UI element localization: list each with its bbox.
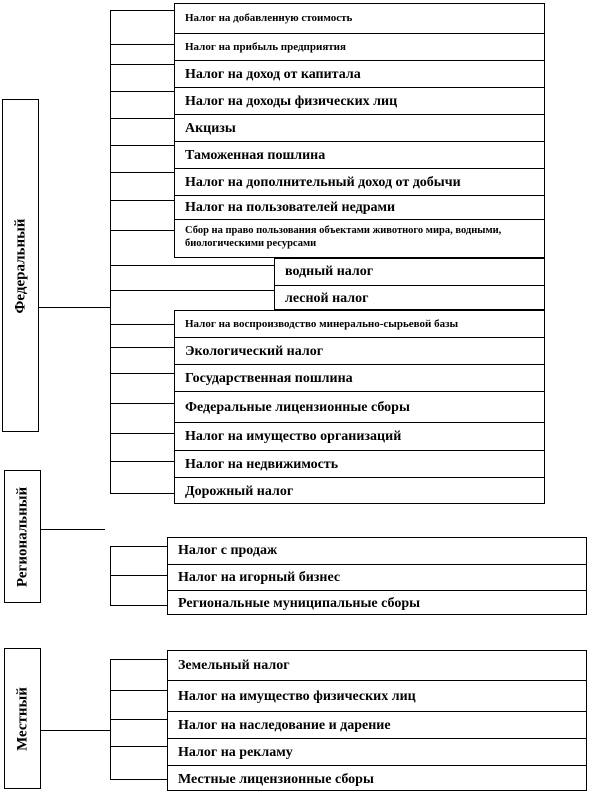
- regional-spine: [110, 546, 111, 606]
- local-connector: [41, 730, 110, 731]
- branch-line: [110, 145, 174, 146]
- tax-item: Федеральные лицензионные сборы: [175, 391, 544, 422]
- tax-item: Акцизы: [175, 114, 544, 141]
- branch-line: [110, 690, 167, 691]
- tax-item: Налог с продаж: [178, 543, 278, 558]
- branch-line: [110, 373, 174, 374]
- branch-line: [110, 659, 167, 660]
- branch-line: [110, 172, 174, 173]
- branch-line: [110, 265, 274, 266]
- branch-line: [110, 290, 274, 291]
- branch-line: [110, 91, 174, 92]
- tax-item: Государственная пошлина: [175, 364, 544, 391]
- regional-connector: [41, 529, 105, 530]
- tax-item: Земельный налог: [178, 658, 290, 673]
- branch-line: [110, 746, 167, 747]
- tax-item: Таможенная пошлина: [175, 141, 544, 168]
- federal-level-label: Федеральный: [12, 218, 28, 313]
- tax-item: Экологический налог: [175, 337, 544, 364]
- branch-line: [110, 44, 174, 45]
- federal-tax-group-2: [174, 310, 545, 504]
- branch-line: [110, 403, 174, 404]
- local-level-label: Местный: [14, 686, 30, 751]
- branch-line: [110, 605, 167, 606]
- federal-connector: [39, 307, 110, 308]
- tax-item: Налог на прибыль предприятия: [175, 33, 544, 60]
- tax-item: Налог на рекламу: [168, 738, 586, 765]
- tax-item: лесной налог: [275, 285, 544, 311]
- branch-line: [110, 461, 174, 462]
- tax-item: Налог на игорный бизнес: [168, 564, 586, 590]
- tax-item: Дорожный налог: [175, 477, 544, 504]
- tax-item: Налог на доход от капитала: [175, 60, 544, 87]
- branch-line: [110, 433, 174, 434]
- branch-line: [110, 324, 174, 325]
- tax-item: Налог на имущество физических лиц: [168, 680, 586, 711]
- federal-side-tax-group: [274, 258, 545, 310]
- branch-line: [110, 230, 174, 231]
- regional-level-label: Региональный: [14, 486, 30, 587]
- local-tax-group: [167, 650, 587, 791]
- branch-line: [110, 575, 167, 576]
- branch-line: [110, 546, 167, 547]
- regional-level-box: [4, 470, 41, 603]
- tax-item: Сбор на право пользования объектами животного мира, водными, биологическими ресурсами: [175, 219, 544, 257]
- tax-item: Налог на дополнительный доход от добычи: [175, 168, 544, 195]
- tax-item: Налог на недвижимость: [175, 450, 544, 477]
- tax-item: Налог на имущество организаций: [175, 422, 544, 450]
- branch-line: [110, 64, 174, 65]
- tax-item: Местные лицензионные сборы: [168, 765, 586, 792]
- branch-line: [110, 779, 167, 780]
- tax-item: Налог на добавленную стоимость: [185, 12, 353, 24]
- tax-item: Налог на наследование и дарение: [168, 711, 586, 738]
- local-level-box: [4, 648, 41, 789]
- branch-line: [110, 347, 174, 348]
- branch-line: [110, 200, 174, 201]
- federal-tax-group-1: [174, 3, 545, 258]
- tax-item: Налог на пользователей недрами: [175, 195, 544, 219]
- branch-line: [110, 493, 174, 494]
- tax-item: Региональные муниципальные сборы: [168, 590, 586, 616]
- regional-tax-group: [167, 537, 587, 615]
- branch-line: [110, 719, 167, 720]
- branch-line: [110, 118, 174, 119]
- tax-item: Налог на доходы физических лиц: [175, 87, 544, 114]
- branch-line: [110, 10, 174, 11]
- federal-spine: [110, 10, 111, 494]
- tax-item: Налог на воспроизводство минерально-сырьевой базы: [185, 318, 459, 330]
- tax-item: водный налог: [285, 264, 374, 279]
- federal-level-box: [2, 99, 39, 432]
